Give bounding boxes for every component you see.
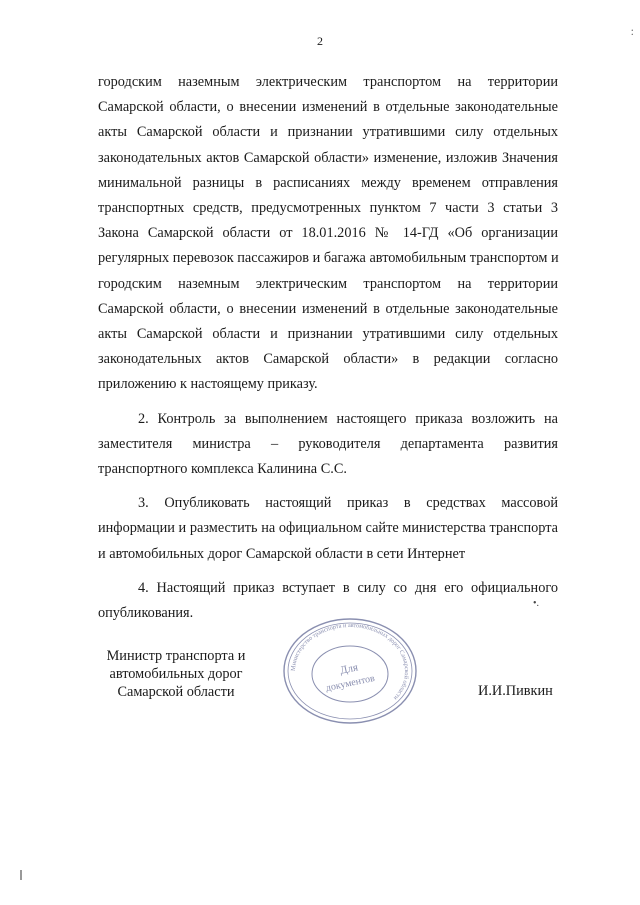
text-line: законодательных актов Самарской области» в редакции согласно <box>98 351 558 368</box>
stamp-label-line1: Для <box>338 661 360 677</box>
page-number: 2 <box>317 34 323 48</box>
stray-mark: •. <box>533 598 540 609</box>
stamp-ring-text: Министерство транспорта и автомобильных дорог Самарской области <box>289 621 411 702</box>
paragraph-3 <box>98 491 558 567</box>
document-body <box>98 70 558 626</box>
text-line: транспортных средств, предусмотренных пунктом 7 части 3 статьи 3 <box>98 200 558 217</box>
paragraph-1 <box>98 70 558 398</box>
text-line: акты Самарской области и признании утратившими силу отдельных <box>98 124 558 141</box>
text-line: Самарской области, о внесении изменений в отдельные законодательные <box>98 300 558 317</box>
corner-mark: : <box>630 24 634 38</box>
signatory-title-line: автомобильных дорог <box>109 666 243 682</box>
signatory-name: И.И.Пивкин <box>478 683 553 699</box>
text-line: минимальной разницы в расписаниях между временем отправления <box>98 174 558 191</box>
paragraph-gap <box>98 398 558 407</box>
text-line: приложению к настоящему приказу. <box>98 376 318 393</box>
text-line: городским наземным электрическим транспортом на территории <box>98 275 558 292</box>
stamp-label-line2: документов <box>324 672 376 695</box>
text-line: информации и разместить на официальном сайте министерства транспорта <box>98 520 558 537</box>
text-line: опубликования. <box>98 605 194 622</box>
text-line: Закона Самарской области от 18.01.2016 № 14-ГД «Об организации <box>98 225 558 242</box>
signatory-title-line: Самарской области <box>117 684 235 700</box>
text-line: и автомобильных дорог Самарской области в сети Интернет <box>98 545 466 562</box>
official-stamp <box>280 616 420 726</box>
text-line: транспортного комплекса Калинина С.С. <box>98 461 347 478</box>
margin-mark <box>20 870 22 880</box>
paragraph-2 <box>98 407 558 483</box>
paragraph-gap <box>98 567 558 576</box>
text-line: регулярных перевозок пассажиров и багажа автомобильным транспортом и <box>98 250 559 267</box>
text-line: городским наземным электрическим транспортом на территории <box>98 74 558 90</box>
text-line: 3. Опубликовать настоящий приказ в средствах массовой <box>138 495 558 512</box>
text-line: 4. Настоящий приказ вступает в силу со дня его официального <box>138 579 558 596</box>
text-line: акты Самарской области и признании утратившими силу отдельных <box>98 326 558 343</box>
signatory-title-line: Министр транспорта и <box>106 648 246 664</box>
text-line: заместителя министра – руководителя департамента развития <box>98 435 558 452</box>
paragraph-gap <box>98 482 558 491</box>
text-line: законодательных актов Самарской области» изменение, изложив Значения <box>98 149 558 166</box>
text-line: 2. Контроль за выполнением настоящего приказа возложить на <box>138 410 558 427</box>
text-line: Самарской области, о внесении изменений в отдельные законодательные <box>98 99 558 116</box>
signatory-title <box>96 647 256 701</box>
